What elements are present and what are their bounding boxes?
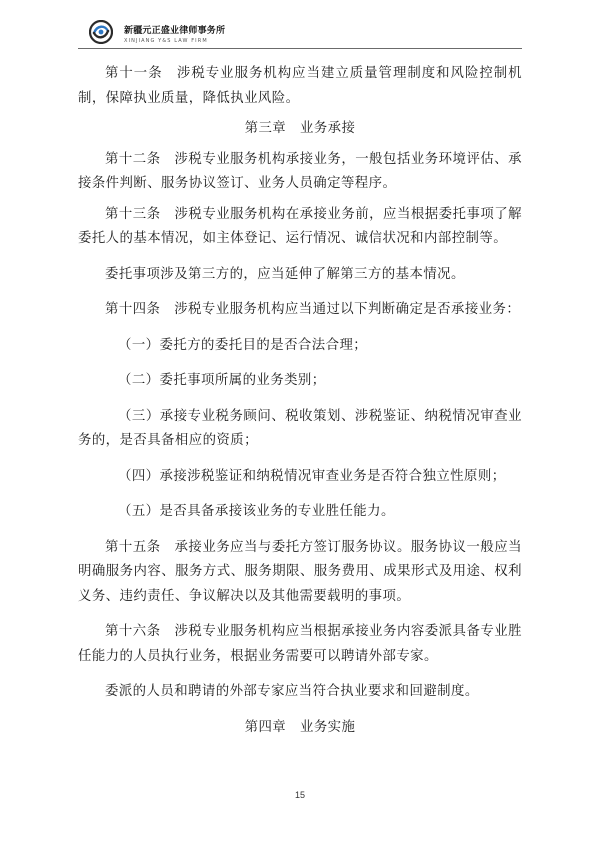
- page-number: 15: [294, 790, 305, 800]
- chapter-heading-3: 第三章 业务承接: [244, 121, 356, 136]
- document-body: [78, 62, 522, 740]
- article-16: 第十六条 涉税专业服务机构应当根据承接业务内容委派具备专业胜任能力的人员执行业务，根据业务需要可以聘请外部专家。: [78, 624, 522, 664]
- article-14-item-3: （三）承接专业税务顾问、税收策划、涉税鉴证、纳税情况审查业务的，是否具备相应的资质；: [78, 408, 522, 448]
- article-14-item-5: （五）是否具备承接该业务的专业胜任能力。: [118, 504, 395, 519]
- article-13: 第十三条 涉税专业服务机构在承接业务前，应当根据委托事项了解委托人的基本情况，如主体登记、运行情况、诚信状况和内部控制等。: [78, 206, 522, 246]
- article-12: 第十二条 涉税专业服务机构承接业务，一般包括业务环境评估、承接条件判断、服务协议签订、业务人员确定等程序。: [78, 151, 522, 191]
- article-14: 第十四条 涉税专业服务机构应当通过以下判断确定是否承接业务：: [105, 302, 521, 317]
- article-14-item-1: （一）委托方的委托目的是否合法合理；: [118, 337, 368, 353]
- article-14-item-4: （四）承接涉税鉴证和纳税情况审查业务是否符合独立性原则；: [118, 468, 506, 484]
- article-16-continuation: 委派的人员和聘请的外部专家应当符合执业要求和回避制度。: [105, 684, 479, 699]
- article-14-item-2: （二）委托事项所属的业务类别；: [118, 373, 326, 388]
- article-13-continuation: 委托事项涉及第三方的，应当延伸了解第三方的基本情况。: [105, 266, 465, 282]
- y-and-s-swirl-logo-icon: [89, 20, 113, 44]
- article-15: 第十五条 承接业务应当与委托方签订服务协议。服务协议一般应当明确服务内容、服务方式、服务期限、服务费用、成果形式及用途、权利义务、违约责任、争议解决以及其他需要载明的事项。: [78, 539, 522, 604]
- firm-name-english: XINJIANG Y&S LAW FIRM: [124, 38, 208, 44]
- header-divider: [78, 48, 522, 49]
- article-11: 第十一条 涉税专业服务机构应当建立质量管理制度和风险控制机制，保障执业质量，降低执业风险。: [78, 66, 522, 106]
- letterhead: [78, 14, 538, 50]
- firm-name: 新疆元正盛业律师事务所: [124, 26, 226, 36]
- chapter-heading-4: 第四章 业务实施: [244, 719, 356, 735]
